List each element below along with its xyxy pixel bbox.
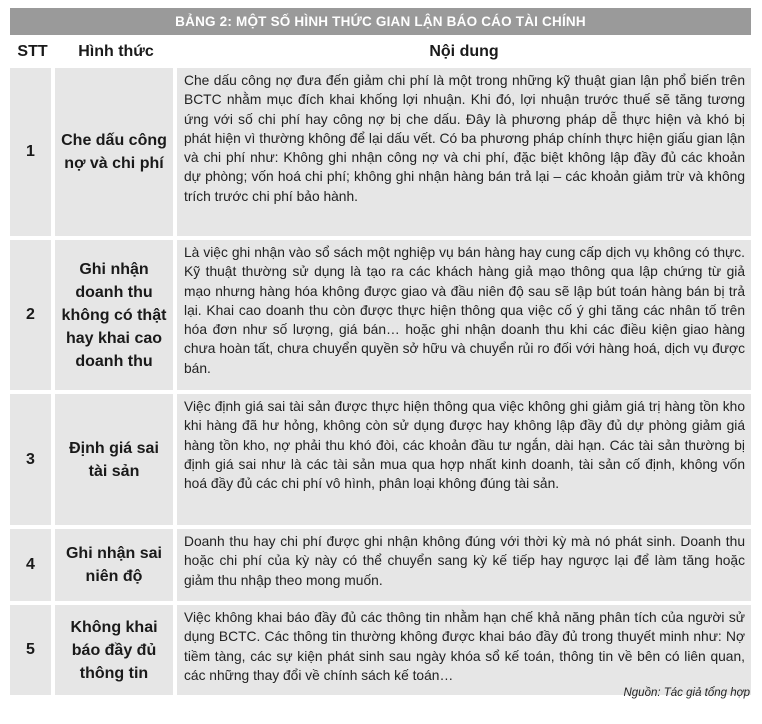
row-content: Che dấu công nợ đưa đến giảm chi phí là một trong những kỹ thuật gian lận phổ biến trên BCTC nhằm mục đích khai khống lợi nhuận. Khi đó, lợi nhuận trước thuế sẽ tăng tương ứng với số chi phí hay công nợ bị che dấu. Đây là phương pháp dễ thực hiện và khó bị phát hiện vì thường không để lại dấu vết. Có ba phương pháp chính thực hiện giấu gian lận và chi phí như: Không ghi nhận công nợ và chi phí, đặc biệt không lập đầy đủ các khoản dự phòng; vốn hoá chi phí; không ghi nhận hàng bán trả lại – các khoản giảm trừ và không trích trước chi phí bảo hành. — [177, 68, 751, 236]
row-form: Ghi nhận sai niên độ — [55, 529, 173, 601]
table-row — [10, 240, 751, 390]
row-stt: 2 — [10, 240, 51, 390]
header-form: Hình thức — [78, 43, 154, 60]
row-form: Không khai báo đầy đủ thông tin — [55, 605, 173, 695]
table-body — [10, 68, 751, 699]
row-stt: 4 — [10, 529, 51, 601]
table-row — [10, 605, 751, 695]
row-content: Là việc ghi nhận vào sổ sách một nghiệp vụ bán hàng hay cung cấp dịch vụ không có thực. Kỹ thuật thường sử dụng là tạo ra các khách hàng giả mạo thông qua lập chứng từ giả mạo nhưng hàng hóa không được giao và đầu niên độ sau sẽ lập bút toán hàng bán bị trả lại. Khai cao doanh thu còn được thực hiện thông qua việc cố ý ghi tăng các nhân tố trên hóa đơn như số lượng, giá bán… hoặc ghi nhận doanh thu khi các điều kiện giao hàng chưa hoàn tất, chưa chuyển quyền sở hữu và chuyển rủi ro đối với hàng hoá, dịch vụ được bán. — [177, 240, 751, 390]
row-stt: 3 — [10, 394, 51, 525]
row-stt: 5 — [10, 605, 51, 695]
row-stt: 1 — [10, 68, 51, 236]
table-row — [10, 68, 751, 236]
table-header — [10, 36, 751, 68]
row-form: Ghi nhận doanh thu không có thật hay khai cao doanh thu — [55, 240, 173, 390]
row-form: Định giá sai tài sản — [55, 394, 173, 525]
table-row — [10, 394, 751, 525]
header-stt: STT — [17, 43, 48, 60]
table-row — [10, 529, 751, 601]
source-note: Nguồn: Tác giả tổng hợp — [623, 687, 750, 699]
row-form: Che dấu công nợ và chi phí — [55, 68, 173, 236]
row-content: Việc định giá sai tài sản được thực hiện thông qua việc không ghi giảm giá trị hàng tồn kho khi hàng đã hư hỏng, không còn sử dụng được hay không lập đầy đủ dự phòng giảm giá hàng tồn kho, nợ phải thu khó đòi, các khoản đầu tư ngắn, dài hạn. Các tài sản thường bị định giá sai như là các tài sản mua qua hợp nhất kinh doanh, tài sản cố định, không vốn hoá đầy đủ các chi phí vô hình, phân loại không đúng tài sản. — [177, 394, 751, 525]
table-title: BẢNG 2: MỘT SỐ HÌNH THỨC GIAN LẬN BÁO CÁO TÀI CHÍNH — [10, 8, 751, 35]
row-content: Doanh thu hay chi phí được ghi nhận không đúng với thời kỳ mà nó phát sinh. Doanh thu hoặc chi phí của kỳ này có thể chuyển sang kỳ kế tiếp hay ngược lại để làm tăng hoặc giảm thu nhập theo mong muốn. — [177, 529, 751, 601]
header-content: Nội dung — [429, 43, 499, 60]
row-content: Việc không khai báo đầy đủ các thông tin nhằm hạn chế khả năng phân tích của người sử dụng BCTC. Các thông tin thường không được khai báo đầy đủ trong thuyết minh như: Nợ tiềm tàng, các sự kiện phát sinh sau ngày khóa sổ kế toán, thông tin về bên có liên quan, các những thay đổi về chính sách kế toán… — [177, 605, 751, 695]
